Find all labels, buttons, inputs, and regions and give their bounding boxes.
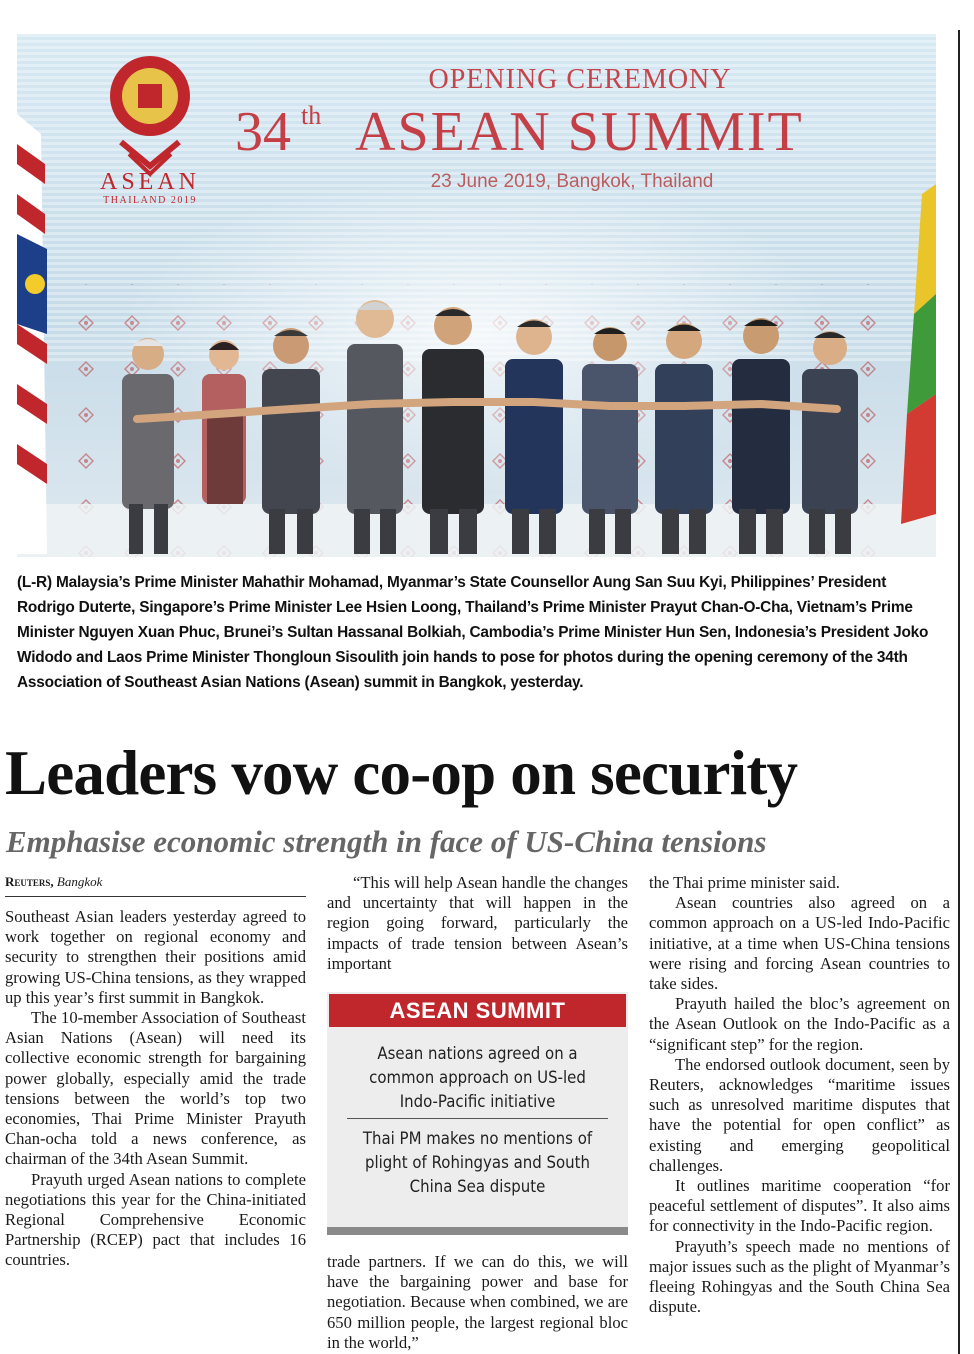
article-paragraph: the Thai prime minister said. xyxy=(649,873,840,892)
subheadline: Emphasise economic strength in face of US-China tensions xyxy=(6,824,767,859)
fact-box-item: Asean nations agreed on a common approach on US-led Indo-Pacific initiative xyxy=(369,1044,586,1112)
column-rule xyxy=(958,30,960,1354)
photo-caption: (L-R) Malaysia’s Prime Minister Mahathir Mohamad, Myanmar’s State Counsellor Aung San Suu Kyi, Philippines’ President Rodrigo Duterte, Singapore’s Prime Minister Lee Hsien Loong, Thailand’s Prime Minister Prayut Chan-O-Cha, Vietnam’s Prime Minister Nguyen Xuan Phuc, Brunei’s Sultan Hassanal Bolkiah, Cambodia’s Prime Minister Hun Sen, Indonesia’s President Joko Widodo and Laos Prime Minister Thongloun Sisoulith join hands to pose for photos during the opening ceremony of the 34th Association of Southeast Asian Nations (Asean) summit in Bangkok, yesterday. xyxy=(17,574,929,691)
svg-text:THAILAND 2019: THAILAND 2019 xyxy=(103,195,197,206)
banner-number: 34 xyxy=(235,101,291,163)
byline-rule xyxy=(5,896,306,897)
article-paragraph: “This will help Asean handle the changes and uncertainty that will happen in the region going forward, particularly the impacts of trade tension between Asean’s important xyxy=(327,873,628,973)
article-column-2-top xyxy=(327,873,628,974)
article-paragraph: The 10-member Association of Southeast Asian Nations (Asean) will need its collective economic strength for bargaining power globally, especially amid the trade tensions between the world’s top two economies, Thai Prime Minister Prayuth Chan-ocha told a news conference, as chairman of the 34th Asean Summit. xyxy=(5,1008,306,1169)
article-paragraph: Southeast Asian leaders yesterday agreed to work together on regional economy and security to strengthen their positions amid growing US-China tensions, as they wrapped up this year’s first summit in Bangkok. xyxy=(5,907,306,1007)
fact-box-divider xyxy=(347,1118,608,1119)
byline xyxy=(5,873,102,891)
summit-photo xyxy=(17,34,936,557)
banner-suffix: th xyxy=(301,101,322,130)
byline-place: Bangkok xyxy=(56,874,103,889)
article-paragraph: Prayuth hailed the bloc’s agreement on the Asean Outlook on the Indo-Pacific as a “significant step” for the region. xyxy=(649,994,950,1054)
banner-date: 23 June 2019, Bangkok, Thailand xyxy=(430,171,714,192)
article-paragraph: The endorsed outlook document, seen by Reuters, acknowledges “maritime issues such as unresolved maritime disputes that have the potential for open conflict” as existing and emerging geopolitical challenges. xyxy=(649,1054,950,1175)
banner-header: OPENING CEREMONY xyxy=(428,64,732,95)
article-column-1 xyxy=(5,907,306,1271)
svg-text:ASEAN: ASEAN xyxy=(99,169,201,195)
article-paragraph: trade partners. If we can do this, we will have the bargaining power and base for negotiation. Because when combined, we are 650 million people, the largest regional bloc in the world,” xyxy=(327,1252,628,1352)
article-paragraph: Prayuth urged Asean nations to complete negotiations this year for the China-initiated Regional Comprehensive Economic Partnership (RCEP) pact that includes 16 countries. xyxy=(5,1169,306,1270)
article-paragraph: Prayuth’s speech made no mentions of major issues such as the plight of Myanmar’s fleeing Rohingyas and the South China Sea dispute. xyxy=(649,1236,950,1317)
byline-agency: Reuters, xyxy=(5,874,54,889)
banner-title: ASEAN SUMMIT xyxy=(355,101,804,163)
fact-box xyxy=(327,992,628,1235)
article-paragraph: It outlines maritime cooperation “for peaceful settlement of disputes”. It also aims for connectivity in the Indo-Pacific region. xyxy=(649,1176,950,1236)
malaysia-flag xyxy=(17,114,47,554)
fact-box-title: ASEAN SUMMIT xyxy=(329,994,626,1027)
article-column-2-bottom xyxy=(327,1252,628,1353)
article-paragraph: Asean countries also agreed on a common approach on a US-led Indo-Pacific initiative, at a time when US-China tensions were rising and forcing Asean countries to take sides. xyxy=(649,893,950,994)
fact-box-bottom-bar xyxy=(327,1227,628,1235)
article-column-3 xyxy=(649,873,950,1317)
fact-box-item: Thai PM makes no mentions of plight of Rohingyas and South China Sea dispute xyxy=(362,1129,593,1197)
headline: Leaders vow co-op on security xyxy=(5,738,798,808)
